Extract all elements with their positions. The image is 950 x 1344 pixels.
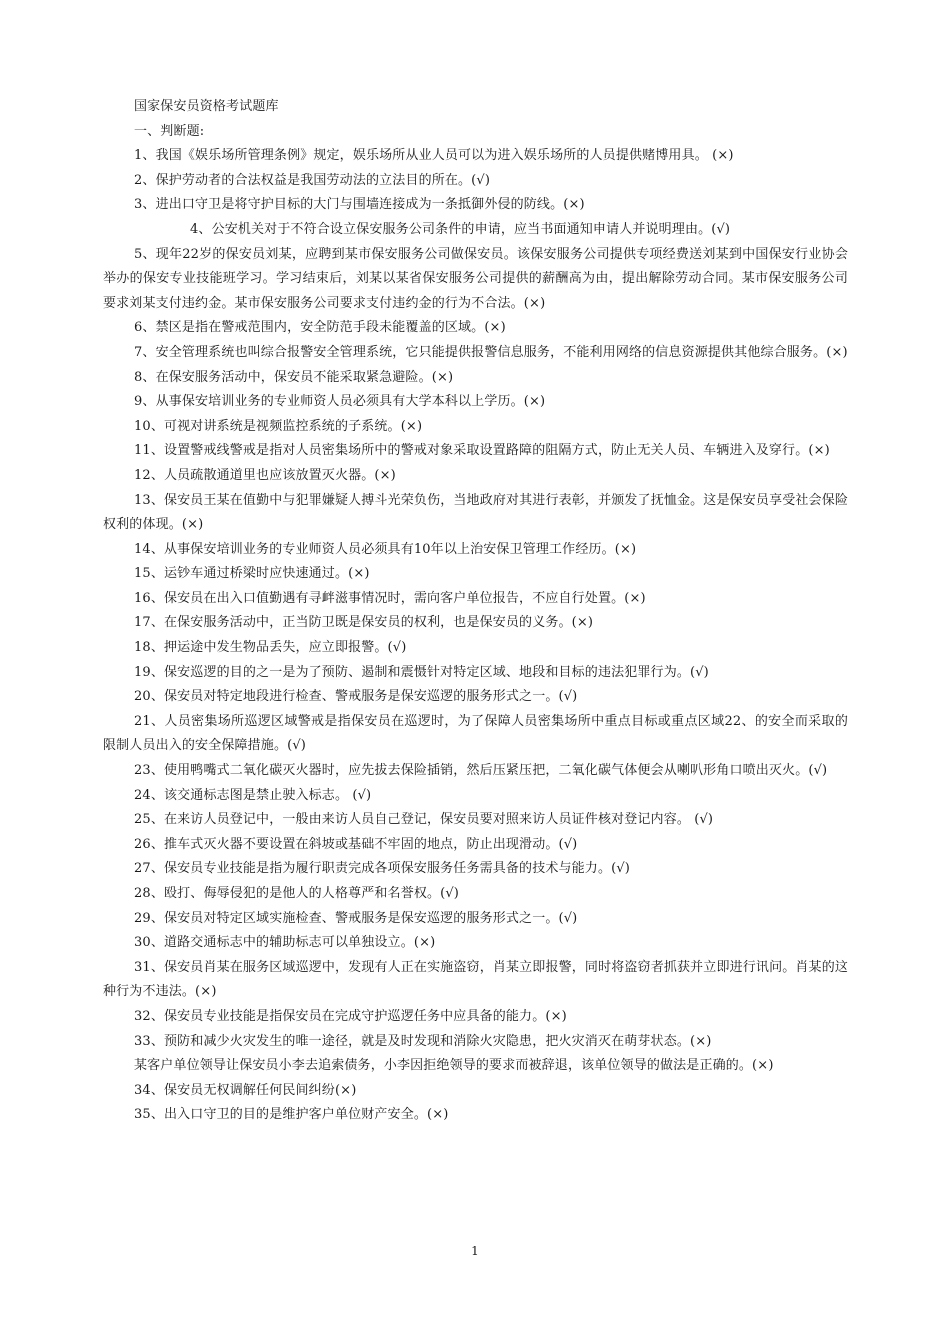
page-number: 1 xyxy=(471,1244,479,1258)
question-item: 17、在保安服务活动中，正当防卫既是保安员的权利，也是保安员的义务。(×) xyxy=(134,615,594,631)
question-item: 30、道路交通标志中的辅助标志可以单独设立。(×) xyxy=(134,935,436,951)
document-body xyxy=(103,95,848,1128)
section-heading: 一、判断题: xyxy=(134,123,205,139)
question-item: 4、公安机关对于不符合设立保安服务公司条件的申请，应当书面通知申请人并说明理由。(√) xyxy=(190,221,731,237)
question-item: 32、保安员专业技能是指保安员在完成守护巡逻任务中应具备的能力。(×) xyxy=(134,1008,567,1024)
question-item: 6、禁区是指在警戒范围内，安全防范手段未能覆盖的区域。(×) xyxy=(134,320,506,336)
question-item: 33、预防和减少火灾发生的唯一途径，就是及时发现和消除火灾隐患，把火灾消灭在萌芽状态。(×) xyxy=(134,1033,712,1049)
question-item: 9、从事保安培训业务的专业师资人员必须具有大学本科以上学历。(×) xyxy=(134,394,546,410)
question-item: 14、从事保安培训业务的专业师资人员必须具有10年以上治安保卫管理工作经历。(×) xyxy=(134,541,637,557)
question-item: 26、推车式灭火器不要设置在斜坡或基础不牢固的地点，防止出现滑动。(√) xyxy=(134,836,578,852)
question-item: 27、保安员专业技能是指为履行职责完成各项保安服务任务需具备的技术与能力。(√) xyxy=(134,861,630,877)
question-item: 2、保护劳动者的合法权益是我国劳动法的立法目的所在。(√) xyxy=(134,172,491,188)
question-item: 24、该交通标志图是禁止驶入标志。 (√) xyxy=(134,787,372,803)
question-item: 23、使用鸭嘴式二氧化碳灭火器时，应先拔去保险插销，然后压紧压把，二氧化碳气体便会从喇叭形角口喷出灭火。(√) xyxy=(134,763,828,779)
question-item: 8、在保安服务活动中，保安员不能采取紧急避险。(×) xyxy=(134,369,454,385)
question-item: 16、保安员在出入口值勤遇有寻衅滋事情况时，需向客户单位报告，不应自行处置。(×) xyxy=(134,590,646,606)
question-item: 12、人员疏散通道里也应该放置灭火器。(×) xyxy=(134,467,396,483)
question-item: 5、现年22岁的保安员刘某，应聘到某市保安服务公司做保安员。该保安服务公司提供专项经费送刘某到中国保安行业协会举办的保安专业技能班学习。学习结束后，刘某以某省保安服务公司提供的薪酬高为由，提出解除劳动合同。某市保安服务公司要求刘某支付违约金。某市保安服务公司要求支付违约金的行为不合法。(×) xyxy=(103,246,848,311)
question-item: 7、安全管理系统也叫综合报警安全管理系统，它只能提供报警信息服务，不能利用网络的信息资源提供其他综合服务。(×) xyxy=(134,344,848,360)
question-item: 21、人员密集场所巡逻区域警戒是指保安员在巡逻时，为了保障人员密集场所中重点目标或重点区域22、的安全而采取的限制人员出入的安全保障措施。(√) xyxy=(103,713,848,754)
document-title: 国家保安员资格考试题库 xyxy=(134,99,279,114)
question-item: 31、保安员肖某在服务区域巡逻中，发现有人正在实施盗窃，肖某立即报警，同时将盗窃者抓获并立即进行讯问。肖某的这种行为不违法。(×) xyxy=(103,959,848,1000)
question-item: 18、押运途中发生物品丢失，应立即报警。(√) xyxy=(134,640,407,656)
question-item: 15、运钞车通过桥梁时应快速通过。(×) xyxy=(134,566,370,582)
question-item: 28、殴打、侮辱侵犯的是他人的人格尊严和名誉权。(√) xyxy=(134,886,460,901)
question-item: 某客户单位领导让保安员小李去追索债务，小李因拒绝领导的要求而被辞退，该单位领导的做法是正确的。(×) xyxy=(134,1058,774,1074)
question-item: 29、保安员对特定区域实施检查、警戒服务是保安巡逻的服务形式之一。(√) xyxy=(134,910,578,926)
question-item: 19、保安巡逻的目的之一是为了预防、遏制和震慑针对特定区域、地段和目标的违法犯罪行为。(√) xyxy=(134,664,709,680)
question-item: 3、进出口守卫是将守护目标的大门与围墙连接成为一条抵御外侵的防线。(×) xyxy=(134,197,585,213)
question-item: 25、在来访人员登记中，一般由来访人员自己登记，保安员要对照来访人员证件核对登记内容。 (√) xyxy=(134,812,714,828)
question-item: 35、出入口守卫的目的是维护客户单位财产安全。(×) xyxy=(134,1107,449,1123)
question-item: 20、保安员对特定地段进行检查、警戒服务是保安巡逻的服务形式之一。(√) xyxy=(134,689,578,705)
question-item: 34、保安员无权调解任何民间纠纷(×) xyxy=(134,1082,357,1098)
question-item: 10、可视对讲系统是视频监控系统的子系统。(×) xyxy=(134,418,423,434)
question-item: 1、我国《娱乐场所管理条例》规定，娱乐场所从业人员可以为进入娱乐场所的人员提供赌博用具。 (×) xyxy=(134,148,734,164)
question-item: 11、设置警戒线警戒是指对人员密集场所中的警戒对象采取设置路障的阻隔方式，防止无关人员、车辆进入及穿行。(×) xyxy=(134,443,830,459)
question-item: 13、保安员王某在值勤中与犯罪嫌疑人搏斗光荣负伤，当地政府对其进行表彰，并颁发了抚恤金。这是保安员享受社会保险权利的体现。(×) xyxy=(103,492,848,533)
